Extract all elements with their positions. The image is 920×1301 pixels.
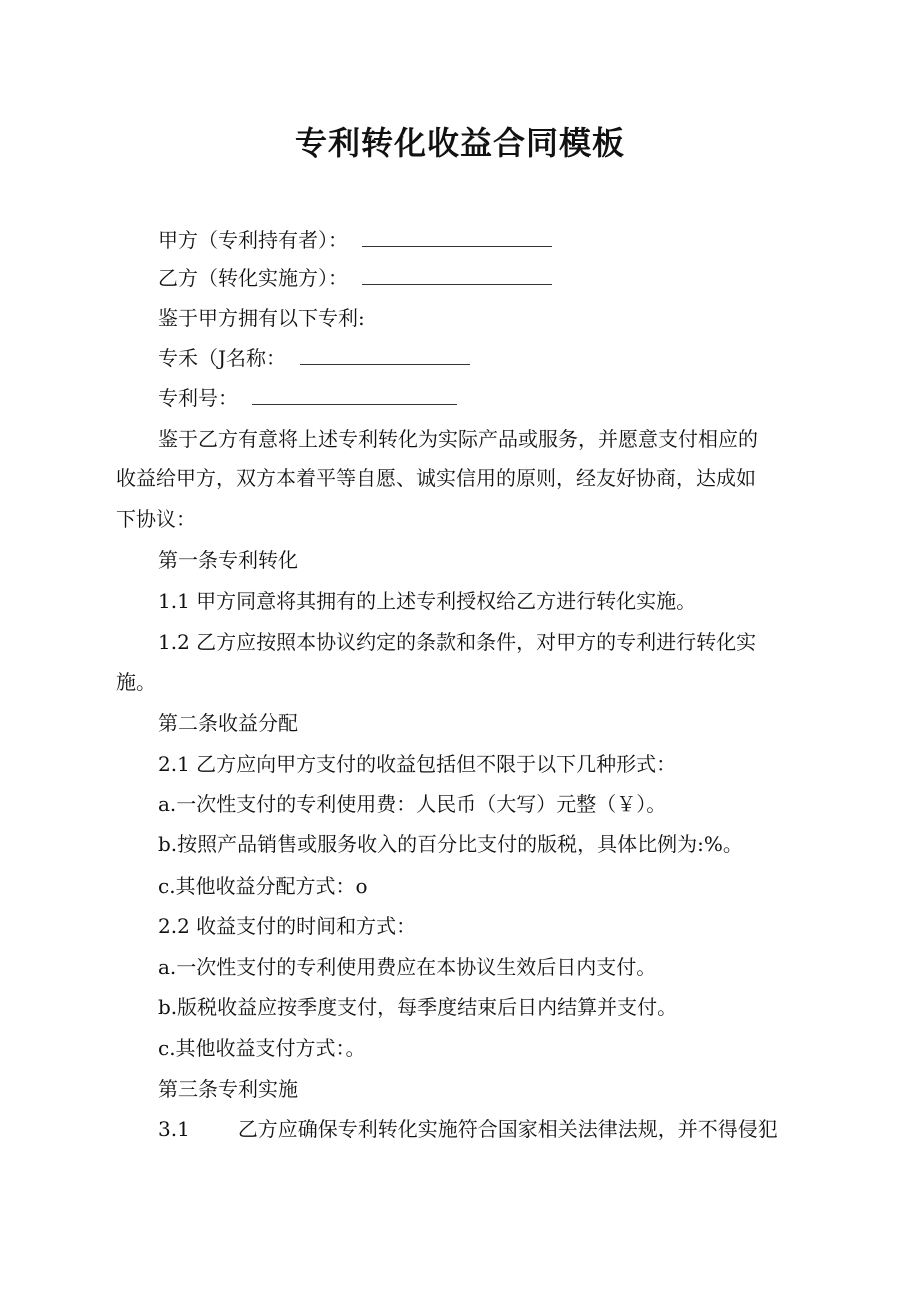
clause-2-1-b: b.按照产品销售或服务收入的百分比支付的版税，具体比例为:%。 [158,832,743,856]
clause-2-1: 2.1 乙方应向甲方支付的收益包括但不限于以下几种形式： [158,752,677,776]
clause-1-2-line-1: 1.2 乙方应按照本协议约定的条款和条件，对甲方的专利进行转化实 [158,630,757,654]
article-3-heading: 第三条专利实施 [158,1077,298,1101]
clause-1-2-line-2: 施。 [116,670,156,694]
patent-number-blank [252,384,457,405]
clause-2-2: 2.2 收益支付的时间和方式： [158,914,417,938]
preamble-line-2: 收益给甲方，双方本着平等自愿、诚实信用的原则，经友好协商，达成如 [116,466,756,490]
party-b-line [158,264,552,292]
clause-2-2-a: a.一次性支付的专利使用费应在本协议生效后日内支付。 [158,955,657,979]
intro-line: 鉴于甲方拥有以下专利: [158,306,365,330]
preamble-line-3: 下协议： [116,507,196,531]
clause-2-2-b: b.版税收益应按季度支付，每季度结束后日内结算并支付。 [158,995,678,1019]
clause-2-1-c: c.其他收益分配方式：o [158,874,368,898]
party-b-blank [362,264,552,285]
patent-number-line [158,384,457,412]
preamble-line-1: 鉴于乙方有意将上述专利转化为实际产品或服务，并愿意支付相应的 [158,427,758,451]
clause-2-1-a: a.一次性支付的专利使用费：人民币（大写）元整（￥）。 [158,792,667,816]
clause-1-1: 1.1 甲方同意将其拥有的上述专利授权给乙方进行转化实施。 [158,589,697,613]
article-2-heading: 第二条收益分配 [158,711,298,735]
clause-2-2-c: c.其他收益支付方式：。 [158,1036,366,1060]
patent-name-label: 专禾（J名称： [158,346,287,370]
patent-number-label: 专利号： [158,386,238,410]
article-1-heading: 第一条专利转化 [158,548,298,572]
clause-3-1-text: 乙方应确保专利转化实施符合国家相关法律法规，并不得侵犯 [237,1117,778,1141]
party-a-blank [362,226,552,247]
party-a-line [158,226,552,254]
patent-name-blank [300,344,470,365]
party-a-label: 甲方（专利持有者）： [158,228,348,252]
clause-3-1 [158,1115,778,1143]
document-title: 专利转化收益合同模板 [294,124,625,162]
party-b-label: 乙方（转化实施方）： [158,266,348,290]
patent-name-line [158,344,470,372]
clause-3-1-number: 3.1 [158,1117,190,1141]
